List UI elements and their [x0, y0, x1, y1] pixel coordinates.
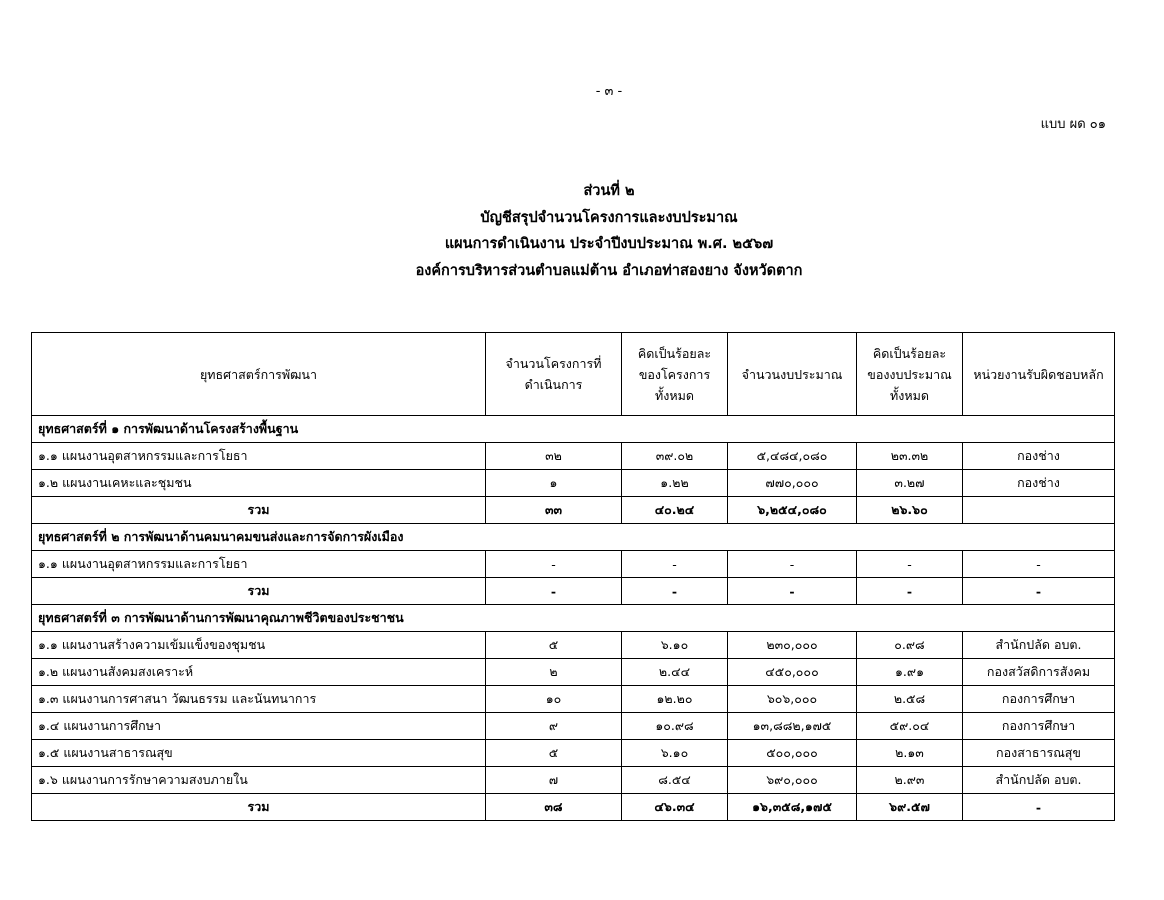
table-row: [32, 659, 1115, 686]
cell-project-count: ๑๐: [486, 686, 622, 713]
cell-plan-name: ๑.๒ แผนงานเคหะและชุมชน: [32, 470, 486, 497]
cell-responsible-unit: กองการศึกษา: [963, 713, 1115, 740]
total-responsible-unit: [963, 497, 1115, 524]
document-titles: [0, 178, 1164, 284]
total-budget: -: [728, 578, 857, 605]
plan-title: แผนการดำเนินงาน ประจำปีงบประมาณ พ.ศ. ๒๕๖๗: [444, 236, 774, 252]
total-responsible-unit: -: [963, 794, 1115, 821]
column-header-strategy: ยุทธศาสตร์การพัฒนา: [32, 333, 486, 416]
strategy-row: [32, 524, 1115, 551]
cell-budget: ๕,๔๘๔,๐๘๐: [728, 443, 857, 470]
cell-budget-percent: ๕๙.๐๔: [857, 713, 963, 740]
table-row: [32, 470, 1115, 497]
cell-responsible-unit: กองช่าง: [963, 443, 1115, 470]
total-project-percent: ๔๐.๒๔: [622, 497, 728, 524]
cell-responsible-unit: กองสาธารณสุข: [963, 740, 1115, 767]
column-header-responsible-unit: หน่วยงานรับผิดชอบหลัก: [963, 333, 1115, 416]
cell-budget-percent: ๓.๒๗: [857, 470, 963, 497]
cell-budget: -: [728, 551, 857, 578]
summary-table: [31, 332, 1115, 821]
cell-project-count: ๑: [486, 470, 622, 497]
cell-budget: ๕๐๐,๐๐๐: [728, 740, 857, 767]
cell-plan-name: ๑.๑ แผนงานสร้างความเข้มแข็งของชุมชน: [32, 632, 486, 659]
column-header-budget-percent: คิดเป็นร้อยละของงบประมาณทั้งหมด: [857, 333, 963, 416]
total-label: รวม: [32, 578, 486, 605]
section-title: ส่วนที่ ๒: [583, 183, 635, 199]
cell-budget: ๑๓,๘๘๒,๑๗๕: [728, 713, 857, 740]
total-row: [32, 578, 1115, 605]
cell-project-percent: ๒.๔๔: [622, 659, 728, 686]
cell-responsible-unit: กองการศึกษา: [963, 686, 1115, 713]
table-row: [32, 551, 1115, 578]
cell-budget-percent: ๒.๑๓: [857, 740, 963, 767]
cell-budget-percent: -: [857, 551, 963, 578]
page-number: - ๓ -: [595, 84, 623, 99]
cell-budget: ๗๗๐,๐๐๐: [728, 470, 857, 497]
column-header-budget: จำนวนงบประมาณ: [728, 333, 857, 416]
total-budget-percent: -: [857, 578, 963, 605]
total-row: [32, 794, 1115, 821]
total-budget-percent: ๒๖.๖๐: [857, 497, 963, 524]
column-header-project-count: จำนวนโครงการที่ดำเนินการ: [486, 333, 622, 416]
total-budget: ๑๖,๓๕๘,๑๗๕: [728, 794, 857, 821]
cell-project-count: ๕: [486, 740, 622, 767]
cell-plan-name: ๑.๑ แผนงานอุตสาหกรรมและการโยธา: [32, 551, 486, 578]
cell-responsible-unit: สำนักปลัด อบต.: [963, 767, 1115, 794]
total-responsible-unit: -: [963, 578, 1115, 605]
cell-budget-percent: ๒.๙๓: [857, 767, 963, 794]
table-row: [32, 713, 1115, 740]
cell-project-count: ๓๒: [486, 443, 622, 470]
cell-plan-name: ๑.๕ แผนงานสาธารณสุข: [32, 740, 486, 767]
cell-project-percent: -: [622, 551, 728, 578]
cell-project-percent: ๑๒.๒๐: [622, 686, 728, 713]
table-header-row: [32, 333, 1115, 416]
cell-project-percent: ๑๐.๙๘: [622, 713, 728, 740]
cell-budget: ๒๓๐,๐๐๐: [728, 632, 857, 659]
table-row: [32, 686, 1115, 713]
strategy-title: ยุทธศาสตร์ที่ ๑ การพัฒนาด้านโครงสร้างพื้นฐาน: [32, 416, 1115, 443]
cell-budget: ๖๙๐,๐๐๐: [728, 767, 857, 794]
form-code: แบบ ผด ๐๑: [1040, 117, 1106, 132]
cell-plan-name: ๑.๔ แผนงานการศึกษา: [32, 713, 486, 740]
cell-plan-name: ๑.๑ แผนงานอุตสาหกรรมและการโยธา: [32, 443, 486, 470]
strategy-title: ยุทธศาสตร์ที่ ๒ การพัฒนาด้านคมนาคมขนส่งและการจัดการผังเมือง: [32, 524, 1115, 551]
table-row: [32, 632, 1115, 659]
cell-budget-percent: ๒.๕๘: [857, 686, 963, 713]
total-project-count: ๓๘: [486, 794, 622, 821]
table-row: [32, 740, 1115, 767]
cell-budget-percent: ๑.๙๑: [857, 659, 963, 686]
cell-responsible-unit: สำนักปลัด อบต.: [963, 632, 1115, 659]
cell-project-percent: ๘.๕๔: [622, 767, 728, 794]
cell-budget: ๖๐๖,๐๐๐: [728, 686, 857, 713]
cell-project-count: ๙: [486, 713, 622, 740]
total-row: [32, 497, 1115, 524]
cell-project-count: ๕: [486, 632, 622, 659]
cell-project-count: ๗: [486, 767, 622, 794]
table-row: [32, 767, 1115, 794]
cell-project-count: -: [486, 551, 622, 578]
cell-responsible-unit: กองช่าง: [963, 470, 1115, 497]
total-budget: ๖,๒๕๔,๐๘๐: [728, 497, 857, 524]
cell-plan-name: ๑.๓ แผนงานการศาสนา วัฒนธรรม และนันทนาการ: [32, 686, 486, 713]
total-budget-percent: ๖๙.๕๗: [857, 794, 963, 821]
cell-plan-name: ๑.๖ แผนงานการรักษาความสงบภายใน: [32, 767, 486, 794]
document-title: บัญชีสรุปจำนวนโครงการและงบประมาณ: [480, 209, 738, 226]
cell-project-count: ๒: [486, 659, 622, 686]
column-header-project-percent: คิดเป็นร้อยละของโครงการทั้งหมด: [622, 333, 728, 416]
cell-responsible-unit: -: [963, 551, 1115, 578]
total-label: รวม: [32, 794, 486, 821]
total-project-percent: ๔๖.๓๔: [622, 794, 728, 821]
total-project-count: ๓๓: [486, 497, 622, 524]
total-project-percent: -: [622, 578, 728, 605]
cell-responsible-unit: กองสวัสดิการสังคม: [963, 659, 1115, 686]
cell-budget-percent: ๐.๙๘: [857, 632, 963, 659]
cell-budget-percent: ๒๓.๓๒: [857, 443, 963, 470]
cell-project-percent: ๖.๑๐: [622, 740, 728, 767]
cell-project-percent: ๓๙.๐๒: [622, 443, 728, 470]
cell-plan-name: ๑.๒ แผนงานสังคมสงเคราะห์: [32, 659, 486, 686]
organization-title: องค์การบริหารส่วนตำบลแม่ต้าน อำเภอท่าสองยาง จังหวัดตาก: [415, 262, 803, 279]
table-body: [32, 416, 1115, 821]
total-project-count: -: [486, 578, 622, 605]
total-label: รวม: [32, 497, 486, 524]
strategy-title: ยุทธศาสตร์ที่ ๓ การพัฒนาด้านการพัฒนาคุณภาพชีวิตของประชาชน: [32, 605, 1115, 632]
strategy-row: [32, 605, 1115, 632]
table-row: [32, 443, 1115, 470]
cell-project-percent: ๑.๒๒: [622, 470, 728, 497]
cell-project-percent: ๖.๑๐: [622, 632, 728, 659]
cell-budget: ๔๕๐,๐๐๐: [728, 659, 857, 686]
strategy-row: [32, 416, 1115, 443]
